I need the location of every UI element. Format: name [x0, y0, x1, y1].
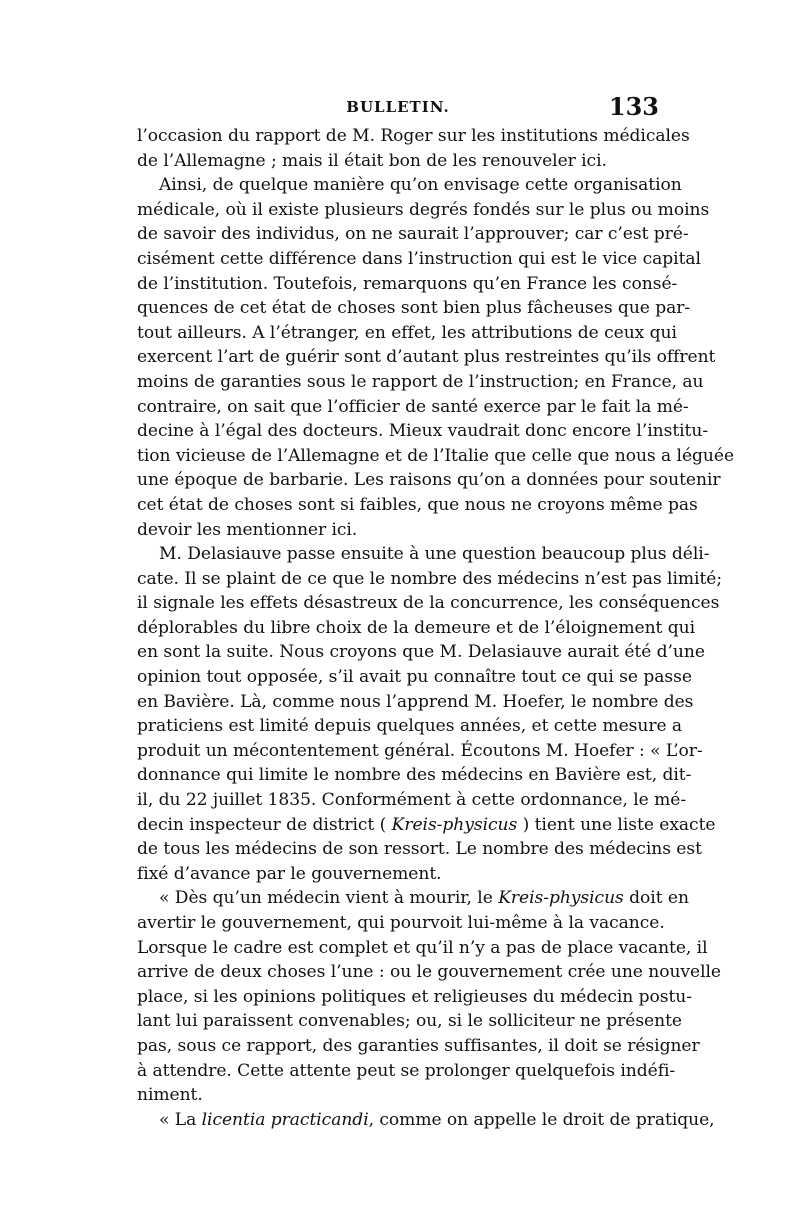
- text-line: une époque de barbarie. Les raisons qu’on a données pour soutenir: [137, 470, 721, 491]
- text-line: moins de garanties sous le rapport de l’instruction; en France, au: [137, 371, 704, 392]
- italic-term: Kreis-physicus: [391, 814, 518, 835]
- text-line: déplorables du libre choix de la demeure et de l’éloignement qui: [137, 617, 696, 638]
- text-line: de tous les médecins de son ressort. Le nombre des médecins est: [137, 839, 702, 860]
- text-line: devoir les mentionner ici.: [137, 519, 358, 540]
- text-line: il signale les effets désastreux de la concurrence, les conséquences: [137, 593, 720, 614]
- text-line: Ainsi, de quelque manière qu’on envisage cette organisation: [159, 175, 682, 196]
- text-line: cet état de choses sont si faibles, que nous ne croyons même pas: [137, 494, 698, 515]
- text-line: praticiens est limité depuis quelques années, et cette mesure a: [137, 716, 683, 737]
- text-line: produit un mécontentement général. Écoutons M. Hoefer : « L’or-: [137, 740, 703, 761]
- page-number: 133: [608, 92, 659, 121]
- text-line: de l’Allemagne ; mais il était bon de les renouveler ici.: [137, 150, 607, 171]
- text-line: l’occasion du rapport de M. Roger sur les institutions médicales: [137, 126, 690, 146]
- text-line: tout ailleurs. A l’étranger, en effet, les attributions de ceux qui: [137, 322, 677, 343]
- text-line: il, du 22 juillet 1835. Conformément à cette ordonnance, le mé-: [137, 790, 687, 811]
- text-line: donnance qui limite le nombre des médecins en Bavière est, dit-: [137, 765, 692, 786]
- running-head: [137, 92, 659, 122]
- text-line: contraire, on sait que l’officier de santé exerce par le fait la mé-: [137, 396, 689, 417]
- text-line: à attendre. Cette attente peut se prolonger quelquefois indéfi-: [137, 1060, 676, 1081]
- running-title: BULLETIN.: [346, 98, 450, 116]
- text-line: « La licentia practicandi, comme on appelle le droit de pratique,: [159, 1109, 715, 1130]
- text-line: decine à l’égal des docteurs. Mieux vaudrait donc encore l’institu-: [137, 421, 709, 442]
- text-line: médicale, où il existe plusieurs degrés fondés sur le plus ou moins: [137, 199, 710, 220]
- text-line: de savoir des individus, on ne saurait l’approuver; car c’est pré-: [137, 224, 689, 245]
- text-line: niment.: [137, 1085, 203, 1106]
- italic-term: Kreis-physicus: [498, 888, 624, 909]
- text-line: opinion tout opposée, s’il avait pu connaître tout ce qui se passe: [137, 667, 692, 688]
- text-line: en Bavière. Là, comme nous l’apprend M. Hoefer, le nombre des: [137, 691, 694, 712]
- text-line: fixé d’avance par le gouvernement.: [137, 863, 442, 884]
- text-line: arrive de deux choses l’une : ou le gouvernement crée une nouvelle: [137, 962, 721, 983]
- text-line: quences de cet état de choses sont bien plus fâcheuses que par-: [137, 298, 691, 319]
- text-line: exercent l’art de guérir sont d’autant plus restreintes qu’ils offrent: [137, 347, 716, 368]
- text-line: decin inspecteur de district ( Kreis-physicus ) tient une liste exacte: [137, 814, 716, 835]
- text-line: « Dès qu’un médecin vient à mourir, le Kreis-physicus doit en: [159, 888, 689, 909]
- text-line: lant lui paraissent convenables; ou, si le solliciteur ne présente: [137, 1011, 682, 1032]
- text-line: tion vicieuse de l’Allemagne et de l’Italie que celle que nous a léguée: [137, 445, 735, 466]
- text-line: cisément cette différence dans l’instruction qui est le vice capital: [137, 248, 701, 269]
- text-line: avertir le gouvernement, qui pourvoit lui-même à la vacance.: [137, 913, 665, 933]
- text-line: M. Delasiauve passe ensuite à une question beaucoup plus déli-: [159, 544, 710, 565]
- italic-term: licentia practicandi: [201, 1109, 369, 1130]
- text-line: Lorsque le cadre est complet et qu’il n’y a pas de place vacante, il: [137, 937, 708, 958]
- body-text: [137, 124, 735, 1130]
- text-line: de l’institution. Toutefois, remarquons qu’en France les consé-: [137, 273, 678, 294]
- text-line: pas, sous ce rapport, des garanties suffisantes, il doit se résigner: [137, 1035, 700, 1056]
- text-line: en sont la suite. Nous croyons que M. Delasiauve aurait été d’une: [137, 642, 705, 663]
- text-line: place, si les opinions politiques et religieuses du médecin postu-: [137, 986, 692, 1007]
- text-line: cate. Il se plaint de ce que le nombre des médecins n’est pas limité;: [137, 568, 723, 589]
